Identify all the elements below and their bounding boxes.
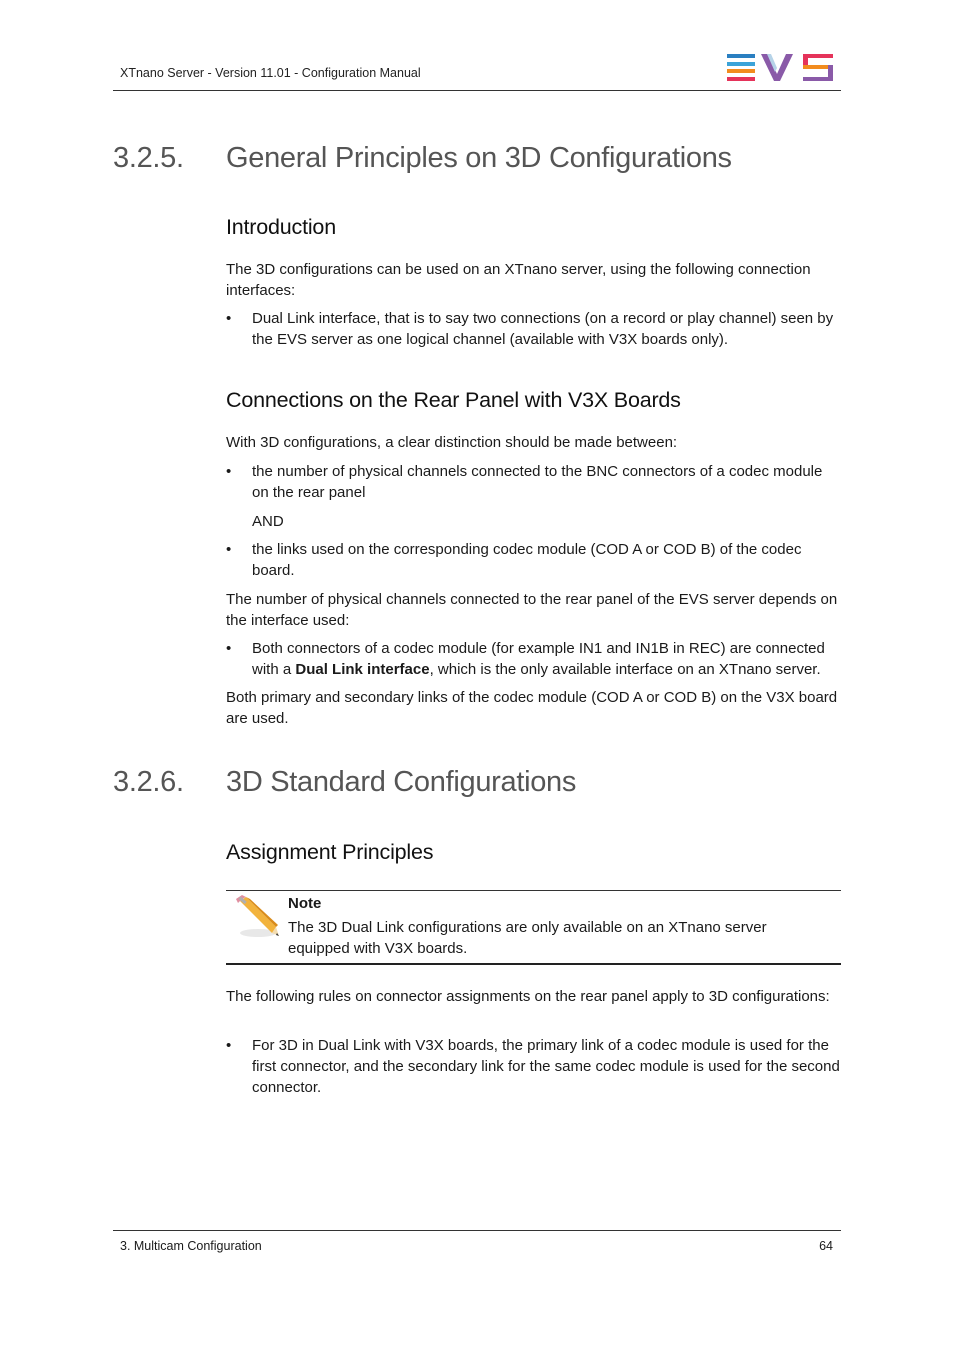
list-item: • Both connectors of a codec module (for example IN1 and IN1B in REC) are connected with a Dual Link interface, which is the only available interface on an XTnano server.: [226, 640, 825, 678]
note-title: Note: [288, 895, 322, 912]
bullet: •: [226, 640, 232, 657]
page-number: 64: [819, 1239, 833, 1253]
bullet: •: [226, 463, 232, 480]
list-item: • the links used on the corresponding codec module (COD A or COD B) of the codec board.: [226, 541, 802, 579]
bold-term: Dual Link interface: [295, 661, 430, 678]
list-item: • For 3D in Dual Link with V3X boards, the primary link of a codec module is used for the first connector, and the secondary link for the same codec module is used for the second connector.: [226, 1037, 840, 1096]
section-number: 3.2.5.: [113, 142, 184, 174]
pencil-icon: [232, 895, 280, 939]
and-text: AND: [252, 513, 284, 530]
note-text: The 3D Dual Link configurations are only available on an XTnano server equipped with V3X boards.: [288, 919, 767, 957]
page-header: [113, 48, 841, 91]
intro-paragraph: The 3D configurations can be used on an XTnano server, using the following connection interfaces:: [226, 261, 811, 299]
section-title: General Principles on 3D Configurations: [226, 142, 732, 174]
section-title: 3D Standard Configurations: [226, 766, 577, 798]
footer-chapter: 3. Multicam Configuration: [120, 1239, 262, 1253]
list-item: • Dual Link interface, that is to say two connections (on a record or play channel) seen by the EVS server as one logical channel (available with V3X boards only).: [226, 310, 834, 348]
rear-paragraph-2: The number of physical channels connected to the rear panel of the EVS server depends on the interface used:: [226, 591, 838, 629]
section-heading-3-2-6: [113, 766, 576, 799]
note-box: [226, 890, 841, 965]
rear-paragraph-3: Both primary and secondary links of the codec module (COD A or COD B) on the V3X board are used.: [226, 689, 838, 727]
bullet: •: [226, 310, 232, 327]
evs-logo: [727, 54, 833, 81]
header-title: XTnano Server - Version 11.01 - Configuration Manual: [120, 66, 421, 80]
section-heading-3-2-5: [113, 142, 732, 175]
rear-paragraph-1: With 3D configurations, a clear distinction should be made between:: [226, 434, 678, 451]
list-item: • the number of physical channels connected to the BNC connectors of a codec module on the rear panel: [226, 463, 823, 501]
bullet: •: [226, 1037, 232, 1054]
introduction-heading: Introduction: [226, 215, 336, 239]
bullet: •: [226, 541, 232, 558]
rear-panel-heading: Connections on the Rear Panel with V3X Boards: [226, 388, 681, 412]
page-footer: [113, 1230, 841, 1261]
rules-paragraph: The following rules on connector assignments on the rear panel apply to 3D configurations:: [226, 988, 830, 1005]
assignment-heading: Assignment Principles: [226, 840, 434, 864]
section-number: 3.2.6.: [113, 766, 184, 798]
